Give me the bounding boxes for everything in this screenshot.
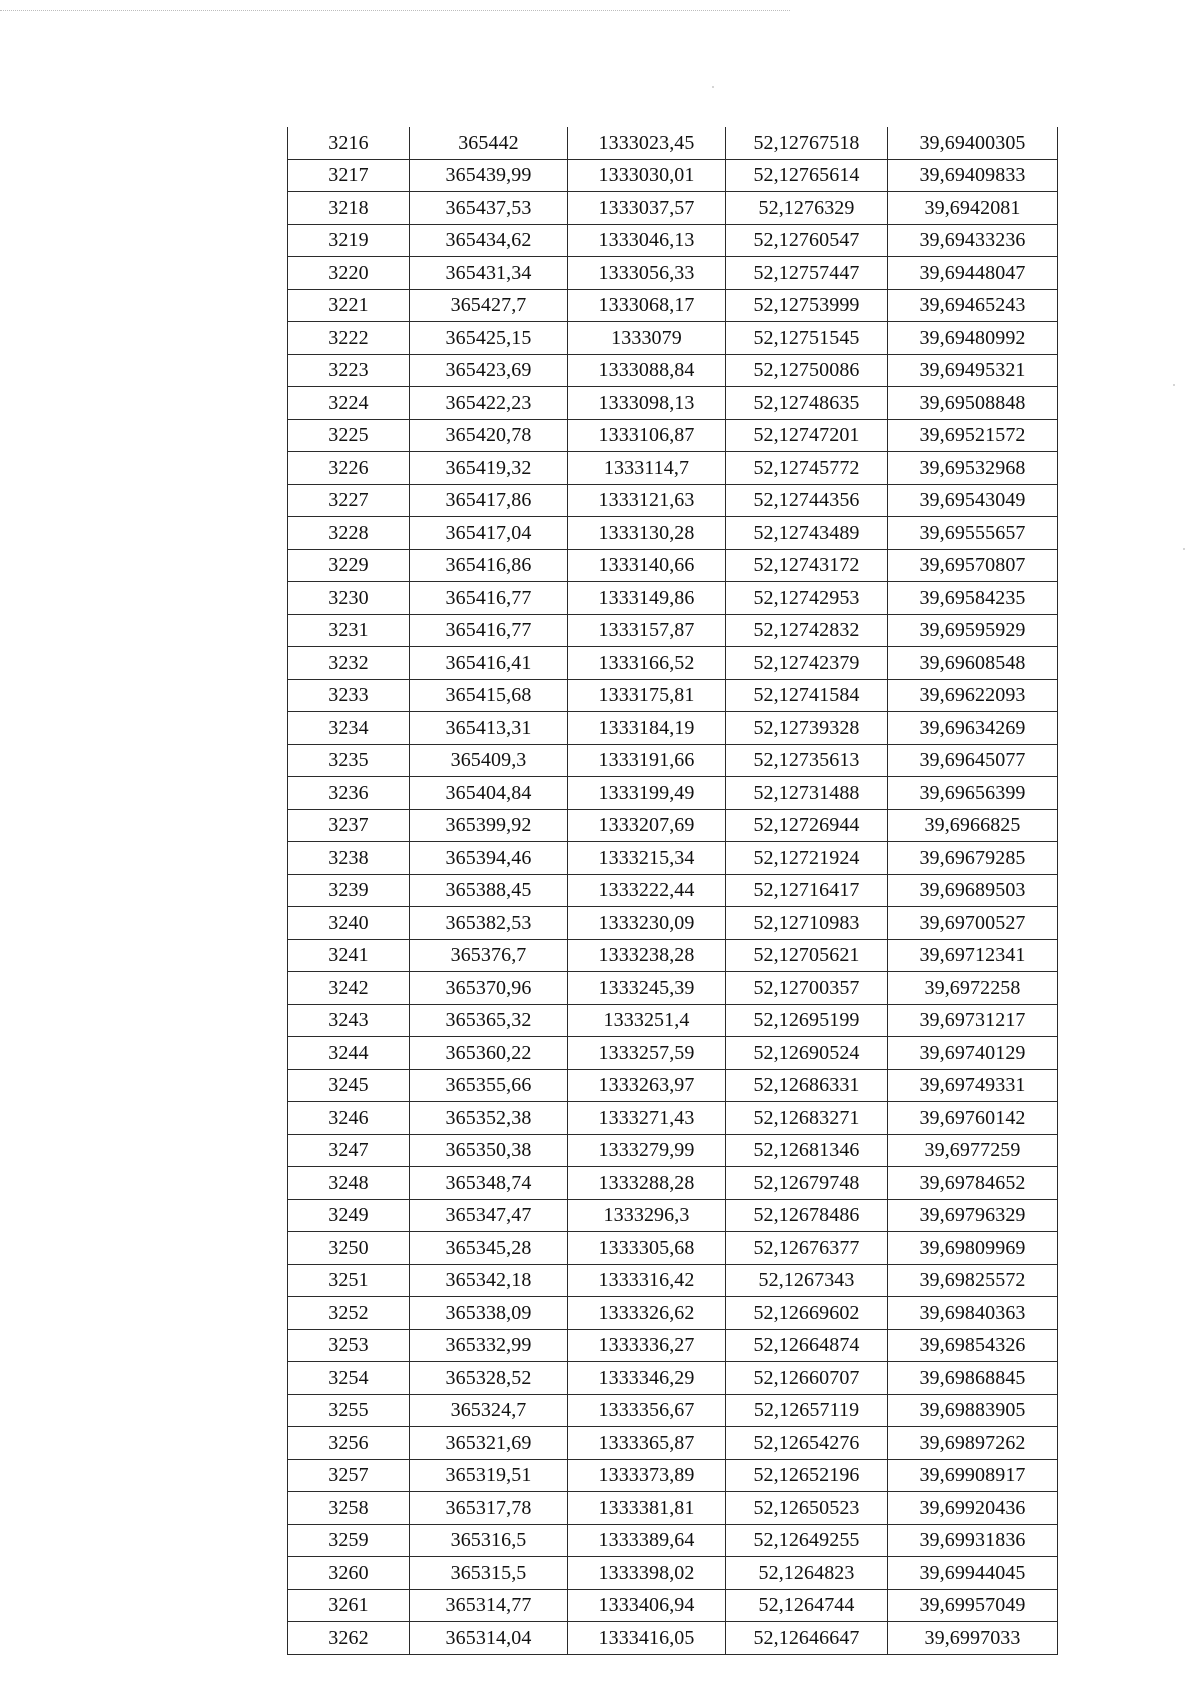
y-coordinate-cell: 1333381,81 <box>568 1492 726 1525</box>
table-row <box>288 1069 1058 1102</box>
x-coordinate-cell: 365332,99 <box>410 1329 568 1362</box>
latitude-cell: 52,12757447 <box>726 257 888 290</box>
x-coordinate-cell: 365431,34 <box>410 257 568 290</box>
y-coordinate-cell: 1333263,97 <box>568 1069 726 1102</box>
table-row <box>288 1459 1058 1492</box>
point-number-cell: 3262 <box>288 1622 410 1655</box>
latitude-cell: 52,12660707 <box>726 1362 888 1395</box>
latitude-cell: 52,12743172 <box>726 549 888 582</box>
table-row <box>288 1297 1058 1330</box>
longitude-cell: 39,69634269 <box>888 712 1058 745</box>
table-row <box>288 1427 1058 1460</box>
point-number-cell: 3235 <box>288 744 410 777</box>
x-coordinate-cell: 365434,62 <box>410 224 568 257</box>
latitude-cell: 52,12767518 <box>726 127 888 159</box>
y-coordinate-cell: 1333130,28 <box>568 517 726 550</box>
y-coordinate-cell: 1333079 <box>568 322 726 355</box>
latitude-cell: 52,12650523 <box>726 1492 888 1525</box>
x-coordinate-cell: 365413,31 <box>410 712 568 745</box>
y-coordinate-cell: 1333114,7 <box>568 452 726 485</box>
table-row <box>288 874 1058 907</box>
y-coordinate-cell: 1333175,81 <box>568 679 726 712</box>
point-number-cell: 3220 <box>288 257 410 290</box>
longitude-cell: 39,69760142 <box>888 1102 1058 1135</box>
longitude-cell: 39,69521572 <box>888 419 1058 452</box>
longitude-cell: 39,69584235 <box>888 582 1058 615</box>
longitude-cell: 39,69532968 <box>888 452 1058 485</box>
x-coordinate-cell: 365439,99 <box>410 159 568 192</box>
x-coordinate-cell: 365427,7 <box>410 289 568 322</box>
table-row <box>288 1134 1058 1167</box>
y-coordinate-cell: 1333326,62 <box>568 1297 726 1330</box>
point-number-cell: 3226 <box>288 452 410 485</box>
x-coordinate-cell: 365314,77 <box>410 1589 568 1622</box>
x-coordinate-cell: 365370,96 <box>410 972 568 1005</box>
x-coordinate-cell: 365345,28 <box>410 1232 568 1265</box>
latitude-cell: 52,1264823 <box>726 1557 888 1590</box>
x-coordinate-cell: 365352,38 <box>410 1102 568 1135</box>
point-number-cell: 3241 <box>288 939 410 972</box>
point-number-cell: 3240 <box>288 907 410 940</box>
table-row <box>288 614 1058 647</box>
point-number-cell: 3230 <box>288 582 410 615</box>
coordinate-table <box>287 127 1058 1655</box>
point-number-cell: 3228 <box>288 517 410 550</box>
table-row <box>288 1329 1058 1362</box>
longitude-cell: 39,69433236 <box>888 224 1058 257</box>
longitude-cell: 39,69608548 <box>888 647 1058 680</box>
longitude-cell: 39,6966825 <box>888 809 1058 842</box>
latitude-cell: 52,12705621 <box>726 939 888 972</box>
x-coordinate-cell: 365360,22 <box>410 1037 568 1070</box>
x-coordinate-cell: 365416,86 <box>410 549 568 582</box>
longitude-cell: 39,69409833 <box>888 159 1058 192</box>
latitude-cell: 52,12750086 <box>726 354 888 387</box>
longitude-cell: 39,69868845 <box>888 1362 1058 1395</box>
y-coordinate-cell: 1333346,29 <box>568 1362 726 1395</box>
table-row <box>288 192 1058 225</box>
table-row <box>288 1102 1058 1135</box>
x-coordinate-cell: 365348,74 <box>410 1167 568 1200</box>
table-row <box>288 387 1058 420</box>
longitude-cell: 39,6997033 <box>888 1622 1058 1655</box>
longitude-cell: 39,6977259 <box>888 1134 1058 1167</box>
longitude-cell: 39,69749331 <box>888 1069 1058 1102</box>
y-coordinate-cell: 1333184,19 <box>568 712 726 745</box>
table-row <box>288 972 1058 1005</box>
table-row <box>288 647 1058 680</box>
latitude-cell: 52,12744356 <box>726 484 888 517</box>
scan-speck <box>1183 548 1185 550</box>
coordinate-table-body <box>288 127 1058 1654</box>
point-number-cell: 3231 <box>288 614 410 647</box>
latitude-cell: 52,12760547 <box>726 224 888 257</box>
point-number-cell: 3243 <box>288 1004 410 1037</box>
x-coordinate-cell: 365350,38 <box>410 1134 568 1167</box>
y-coordinate-cell: 1333149,86 <box>568 582 726 615</box>
latitude-cell: 52,12716417 <box>726 874 888 907</box>
point-number-cell: 3259 <box>288 1524 410 1557</box>
latitude-cell: 52,12745772 <box>726 452 888 485</box>
x-coordinate-cell: 365394,46 <box>410 842 568 875</box>
y-coordinate-cell: 1333166,52 <box>568 647 726 680</box>
longitude-cell: 39,69840363 <box>888 1297 1058 1330</box>
latitude-cell: 52,12741584 <box>726 679 888 712</box>
latitude-cell: 52,12686331 <box>726 1069 888 1102</box>
y-coordinate-cell: 1333316,42 <box>568 1264 726 1297</box>
longitude-cell: 39,69656399 <box>888 777 1058 810</box>
point-number-cell: 3219 <box>288 224 410 257</box>
latitude-cell: 52,12739328 <box>726 712 888 745</box>
longitude-cell: 39,69944045 <box>888 1557 1058 1590</box>
longitude-cell: 39,69883905 <box>888 1394 1058 1427</box>
point-number-cell: 3222 <box>288 322 410 355</box>
y-coordinate-cell: 1333191,66 <box>568 744 726 777</box>
longitude-cell: 39,69495321 <box>888 354 1058 387</box>
point-number-cell: 3248 <box>288 1167 410 1200</box>
table-row <box>288 679 1058 712</box>
point-number-cell: 3224 <box>288 387 410 420</box>
latitude-cell: 52,12657119 <box>726 1394 888 1427</box>
x-coordinate-cell: 365328,52 <box>410 1362 568 1395</box>
y-coordinate-cell: 1333416,05 <box>568 1622 726 1655</box>
x-coordinate-cell: 365423,69 <box>410 354 568 387</box>
table-row <box>288 1167 1058 1200</box>
table-row <box>288 484 1058 517</box>
table-row <box>288 1264 1058 1297</box>
point-number-cell: 3233 <box>288 679 410 712</box>
point-number-cell: 3252 <box>288 1297 410 1330</box>
longitude-cell: 39,69645077 <box>888 744 1058 777</box>
latitude-cell: 52,1267343 <box>726 1264 888 1297</box>
table-row <box>288 1037 1058 1070</box>
point-number-cell: 3260 <box>288 1557 410 1590</box>
point-number-cell: 3256 <box>288 1427 410 1460</box>
latitude-cell: 52,12669602 <box>726 1297 888 1330</box>
x-coordinate-cell: 365382,53 <box>410 907 568 940</box>
x-coordinate-cell: 365338,09 <box>410 1297 568 1330</box>
table-row <box>288 1362 1058 1395</box>
latitude-cell: 52,12700357 <box>726 972 888 1005</box>
x-coordinate-cell: 365316,5 <box>410 1524 568 1557</box>
longitude-cell: 39,69957049 <box>888 1589 1058 1622</box>
longitude-cell: 39,69796329 <box>888 1199 1058 1232</box>
longitude-cell: 39,69700527 <box>888 907 1058 940</box>
x-coordinate-cell: 365388,45 <box>410 874 568 907</box>
x-coordinate-cell: 365417,86 <box>410 484 568 517</box>
y-coordinate-cell: 1333257,59 <box>568 1037 726 1070</box>
longitude-cell: 39,6942081 <box>888 192 1058 225</box>
latitude-cell: 52,12742832 <box>726 614 888 647</box>
y-coordinate-cell: 1333365,87 <box>568 1427 726 1460</box>
point-number-cell: 3234 <box>288 712 410 745</box>
x-coordinate-cell: 365355,66 <box>410 1069 568 1102</box>
longitude-cell: 39,69543049 <box>888 484 1058 517</box>
table-row <box>288 549 1058 582</box>
y-coordinate-cell: 1333046,13 <box>568 224 726 257</box>
point-number-cell: 3245 <box>288 1069 410 1102</box>
point-number-cell: 3244 <box>288 1037 410 1070</box>
x-coordinate-cell: 365317,78 <box>410 1492 568 1525</box>
latitude-cell: 52,12664874 <box>726 1329 888 1362</box>
latitude-cell: 52,12721924 <box>726 842 888 875</box>
longitude-cell: 39,69480992 <box>888 322 1058 355</box>
y-coordinate-cell: 1333296,3 <box>568 1199 726 1232</box>
table-row <box>288 159 1058 192</box>
longitude-cell: 39,69595929 <box>888 614 1058 647</box>
latitude-cell: 52,12731488 <box>726 777 888 810</box>
latitude-cell: 52,12753999 <box>726 289 888 322</box>
point-number-cell: 3258 <box>288 1492 410 1525</box>
x-coordinate-cell: 365399,92 <box>410 809 568 842</box>
y-coordinate-cell: 1333356,67 <box>568 1394 726 1427</box>
y-coordinate-cell: 1333305,68 <box>568 1232 726 1265</box>
longitude-cell: 39,69731217 <box>888 1004 1058 1037</box>
point-number-cell: 3232 <box>288 647 410 680</box>
longitude-cell: 39,69712341 <box>888 939 1058 972</box>
latitude-cell: 52,12652196 <box>726 1459 888 1492</box>
scan-speck <box>1173 384 1175 386</box>
y-coordinate-cell: 1333288,28 <box>568 1167 726 1200</box>
table-row <box>288 127 1058 159</box>
table-row <box>288 419 1058 452</box>
table-row <box>288 939 1058 972</box>
x-coordinate-cell: 365420,78 <box>410 419 568 452</box>
x-coordinate-cell: 365416,41 <box>410 647 568 680</box>
y-coordinate-cell: 1333157,87 <box>568 614 726 647</box>
x-coordinate-cell: 365321,69 <box>410 1427 568 1460</box>
longitude-cell: 39,69897262 <box>888 1427 1058 1460</box>
y-coordinate-cell: 1333056,33 <box>568 257 726 290</box>
table-row <box>288 744 1058 777</box>
x-coordinate-cell: 365342,18 <box>410 1264 568 1297</box>
latitude-cell: 52,12710983 <box>726 907 888 940</box>
table-row <box>288 452 1058 485</box>
x-coordinate-cell: 365347,47 <box>410 1199 568 1232</box>
longitude-cell: 39,69931836 <box>888 1524 1058 1557</box>
point-number-cell: 3255 <box>288 1394 410 1427</box>
table-row <box>288 809 1058 842</box>
latitude-cell: 52,1264744 <box>726 1589 888 1622</box>
latitude-cell: 52,12654276 <box>726 1427 888 1460</box>
point-number-cell: 3251 <box>288 1264 410 1297</box>
table-row <box>288 1524 1058 1557</box>
point-number-cell: 3253 <box>288 1329 410 1362</box>
table-row <box>288 289 1058 322</box>
latitude-cell: 52,12676377 <box>726 1232 888 1265</box>
y-coordinate-cell: 1333373,89 <box>568 1459 726 1492</box>
x-coordinate-cell: 365437,53 <box>410 192 568 225</box>
table-row <box>288 582 1058 615</box>
x-coordinate-cell: 365409,3 <box>410 744 568 777</box>
longitude-cell: 39,69689503 <box>888 874 1058 907</box>
longitude-cell: 39,69809969 <box>888 1232 1058 1265</box>
longitude-cell: 39,69825572 <box>888 1264 1058 1297</box>
x-coordinate-cell: 365314,04 <box>410 1622 568 1655</box>
x-coordinate-cell: 365442 <box>410 127 568 159</box>
longitude-cell: 39,69784652 <box>888 1167 1058 1200</box>
latitude-cell: 52,12735613 <box>726 744 888 777</box>
latitude-cell: 52,12751545 <box>726 322 888 355</box>
latitude-cell: 52,12690524 <box>726 1037 888 1070</box>
x-coordinate-cell: 365404,84 <box>410 777 568 810</box>
y-coordinate-cell: 1333215,34 <box>568 842 726 875</box>
point-number-cell: 3221 <box>288 289 410 322</box>
point-number-cell: 3237 <box>288 809 410 842</box>
y-coordinate-cell: 1333279,99 <box>568 1134 726 1167</box>
y-coordinate-cell: 1333098,13 <box>568 387 726 420</box>
longitude-cell: 39,69622093 <box>888 679 1058 712</box>
table-row <box>288 1004 1058 1037</box>
point-number-cell: 3238 <box>288 842 410 875</box>
longitude-cell: 39,69920436 <box>888 1492 1058 1525</box>
table-row <box>288 1232 1058 1265</box>
point-number-cell: 3236 <box>288 777 410 810</box>
x-coordinate-cell: 365415,68 <box>410 679 568 712</box>
latitude-cell: 52,12679748 <box>726 1167 888 1200</box>
latitude-cell: 52,12683271 <box>726 1102 888 1135</box>
table-row <box>288 842 1058 875</box>
point-number-cell: 3250 <box>288 1232 410 1265</box>
x-coordinate-cell: 365419,32 <box>410 452 568 485</box>
latitude-cell: 52,12747201 <box>726 419 888 452</box>
x-coordinate-cell: 365416,77 <box>410 582 568 615</box>
latitude-cell: 52,12748635 <box>726 387 888 420</box>
point-number-cell: 3261 <box>288 1589 410 1622</box>
latitude-cell: 52,12742379 <box>726 647 888 680</box>
x-coordinate-cell: 365365,32 <box>410 1004 568 1037</box>
table-row <box>288 517 1058 550</box>
y-coordinate-cell: 1333389,64 <box>568 1524 726 1557</box>
table-row <box>288 257 1058 290</box>
x-coordinate-cell: 365422,23 <box>410 387 568 420</box>
longitude-cell: 39,69740129 <box>888 1037 1058 1070</box>
table-row <box>288 322 1058 355</box>
latitude-cell: 52,12695199 <box>726 1004 888 1037</box>
table-row <box>288 1199 1058 1232</box>
longitude-cell: 39,69508848 <box>888 387 1058 420</box>
y-coordinate-cell: 1333023,45 <box>568 127 726 159</box>
longitude-cell: 39,69908917 <box>888 1459 1058 1492</box>
latitude-cell: 52,12646647 <box>726 1622 888 1655</box>
table-row <box>288 907 1058 940</box>
longitude-cell: 39,69448047 <box>888 257 1058 290</box>
y-coordinate-cell: 1333251,4 <box>568 1004 726 1037</box>
point-number-cell: 3247 <box>288 1134 410 1167</box>
scan-top-edge-line <box>0 10 790 11</box>
y-coordinate-cell: 1333238,28 <box>568 939 726 972</box>
point-number-cell: 3254 <box>288 1362 410 1395</box>
y-coordinate-cell: 1333398,02 <box>568 1557 726 1590</box>
latitude-cell: 52,12742953 <box>726 582 888 615</box>
point-number-cell: 3217 <box>288 159 410 192</box>
y-coordinate-cell: 1333207,69 <box>568 809 726 842</box>
x-coordinate-cell: 365324,7 <box>410 1394 568 1427</box>
x-coordinate-cell: 365425,15 <box>410 322 568 355</box>
x-coordinate-cell: 365319,51 <box>410 1459 568 1492</box>
point-number-cell: 3225 <box>288 419 410 452</box>
y-coordinate-cell: 1333088,84 <box>568 354 726 387</box>
table-row <box>288 1492 1058 1525</box>
table-row <box>288 712 1058 745</box>
latitude-cell: 52,1276329 <box>726 192 888 225</box>
point-number-cell: 3218 <box>288 192 410 225</box>
table-row <box>288 1557 1058 1590</box>
table-row <box>288 1589 1058 1622</box>
point-number-cell: 3223 <box>288 354 410 387</box>
point-number-cell: 3227 <box>288 484 410 517</box>
coordinate-table-container <box>287 127 1058 1655</box>
y-coordinate-cell: 1333106,87 <box>568 419 726 452</box>
x-coordinate-cell: 365376,7 <box>410 939 568 972</box>
y-coordinate-cell: 1333068,17 <box>568 289 726 322</box>
y-coordinate-cell: 1333230,09 <box>568 907 726 940</box>
table-row <box>288 777 1058 810</box>
y-coordinate-cell: 1333030,01 <box>568 159 726 192</box>
table-row <box>288 354 1058 387</box>
x-coordinate-cell: 365417,04 <box>410 517 568 550</box>
longitude-cell: 39,69400305 <box>888 127 1058 159</box>
longitude-cell: 39,69570807 <box>888 549 1058 582</box>
y-coordinate-cell: 1333336,27 <box>568 1329 726 1362</box>
y-coordinate-cell: 1333271,43 <box>568 1102 726 1135</box>
x-coordinate-cell: 365315,5 <box>410 1557 568 1590</box>
y-coordinate-cell: 1333037,57 <box>568 192 726 225</box>
table-row <box>288 1394 1058 1427</box>
longitude-cell: 39,6972258 <box>888 972 1058 1005</box>
point-number-cell: 3257 <box>288 1459 410 1492</box>
longitude-cell: 39,69854326 <box>888 1329 1058 1362</box>
y-coordinate-cell: 1333140,66 <box>568 549 726 582</box>
point-number-cell: 3216 <box>288 127 410 159</box>
point-number-cell: 3249 <box>288 1199 410 1232</box>
latitude-cell: 52,12681346 <box>726 1134 888 1167</box>
y-coordinate-cell: 1333121,63 <box>568 484 726 517</box>
point-number-cell: 3229 <box>288 549 410 582</box>
latitude-cell: 52,12726944 <box>726 809 888 842</box>
point-number-cell: 3242 <box>288 972 410 1005</box>
table-row <box>288 1622 1058 1655</box>
latitude-cell: 52,12678486 <box>726 1199 888 1232</box>
scan-speck <box>712 86 714 88</box>
point-number-cell: 3239 <box>288 874 410 907</box>
latitude-cell: 52,12765614 <box>726 159 888 192</box>
y-coordinate-cell: 1333406,94 <box>568 1589 726 1622</box>
latitude-cell: 52,12743489 <box>726 517 888 550</box>
table-row <box>288 224 1058 257</box>
latitude-cell: 52,12649255 <box>726 1524 888 1557</box>
longitude-cell: 39,69555657 <box>888 517 1058 550</box>
y-coordinate-cell: 1333199,49 <box>568 777 726 810</box>
longitude-cell: 39,69679285 <box>888 842 1058 875</box>
point-number-cell: 3246 <box>288 1102 410 1135</box>
y-coordinate-cell: 1333222,44 <box>568 874 726 907</box>
longitude-cell: 39,69465243 <box>888 289 1058 322</box>
x-coordinate-cell: 365416,77 <box>410 614 568 647</box>
y-coordinate-cell: 1333245,39 <box>568 972 726 1005</box>
